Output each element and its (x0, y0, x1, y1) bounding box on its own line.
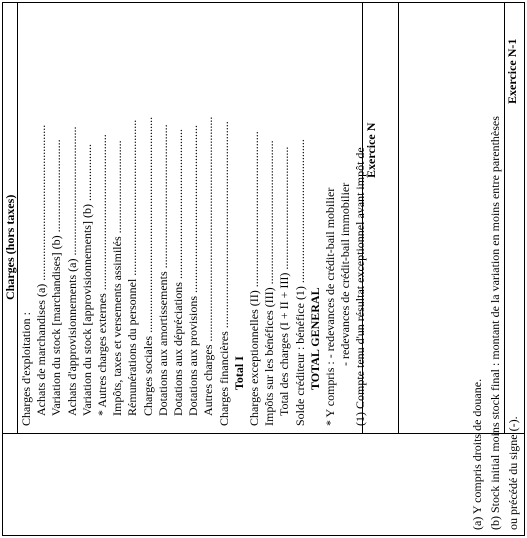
table-row: Achats d'approvisionnements (a) ........................................... (64, 126, 79, 416)
leader-dots: .................................................... (247, 131, 261, 291)
table-row: Charges sociales ........................................................................ (140, 116, 155, 416)
table-row: Solde créditeur : bénéfice (1) ................................................ (292, 139, 307, 426)
notes-bottom-border (2, 535, 525, 536)
table-row: Variation du stock [marchandises] (b) ............................... (49, 139, 64, 416)
table-row-marked: * Y compris : - redevances de crédit-bail mobilier (323, 187, 337, 426)
leader-dots: .................................................... (34, 124, 49, 284)
leader-dots: ........................................................................... (201, 116, 216, 345)
table-row: Impôts sur les bénéfices (III) ................................................ (262, 140, 277, 426)
table-row: Total I (231, 356, 246, 390)
header-exercice-n: Exercice N (364, 122, 378, 178)
table-row: Autres charges ........................................................................... (201, 116, 216, 416)
header-charges: Charges (hors taxes) (3, 194, 17, 300)
leader-dots: ..................................................................... (216, 121, 231, 332)
table-bottom-border (2, 433, 525, 434)
table-top-border (2, 2, 525, 3)
notes-right-border (524, 434, 525, 536)
leader-dots: ......................................... (277, 146, 292, 273)
leader-dots: ............................... (49, 139, 64, 236)
leader-dots: .................................................... (95, 134, 109, 294)
leader-dots: ................... (79, 144, 94, 205)
header-exercice-n1: Exercice N-1 (505, 38, 519, 104)
table-row-marked: * Autres charges externes .................................................... (95, 134, 109, 416)
leader-dots: .................................................... (125, 119, 140, 279)
footnote-2: ou précédé du signe (-). (506, 416, 520, 530)
table-row: Dotations aux provisions ........................................................ (186, 125, 201, 416)
table-row: Achats de marchandises (a) .................................................... (34, 124, 49, 416)
table-right-border (524, 2, 525, 434)
table-row: Dotations aux amortissements ................................................ (155, 124, 170, 416)
header-row-divider (17, 2, 18, 434)
leader-dots: ................................................ (262, 140, 277, 288)
leader-dots: ................................................ (292, 139, 307, 287)
table-row: - redevances de crédit-bail immobilier (338, 182, 353, 366)
table-row: Charges exceptionnelles (II) .................................................... (247, 131, 261, 426)
table-row: Variation du stock [approvisionnements] (b) ................... (79, 144, 94, 416)
table-row: Rémunérations du personnel .................................................... (125, 119, 140, 416)
table-row: Total des charges (I + II + III) ......................................... (277, 146, 292, 416)
table-row: Impôts, taxes et versements assimilés ............................... (110, 140, 125, 416)
leader-dots: ........................................................ (186, 125, 201, 296)
footnote-1: (b) Stock initial moins stock final : montant de la variation en moins entre parenthèses (488, 116, 502, 530)
table-row: Dotations aux dépréciations .................................................. (171, 129, 185, 416)
footnote-0: (a) Y compris droits de douane. (470, 378, 484, 530)
leader-dots: ............................... (110, 140, 125, 237)
leader-dots: .................................................. (171, 129, 185, 283)
leader-dots: ........................................................................ (140, 116, 155, 336)
leader-dots: ........................................... (64, 126, 79, 259)
col-divider-n1 (398, 2, 399, 434)
table-row: (1) Compte tenu d'un résultat exceptionnel avant impôt de (353, 147, 368, 426)
table-row: Charges financières ..................................................................... (216, 121, 231, 426)
table-row: Charges d'exploitation : (19, 312, 33, 426)
table-row: TOTAL GENERAL (307, 287, 322, 390)
notes-left-border (2, 434, 3, 536)
leader-dots: ................................................ (155, 124, 170, 272)
